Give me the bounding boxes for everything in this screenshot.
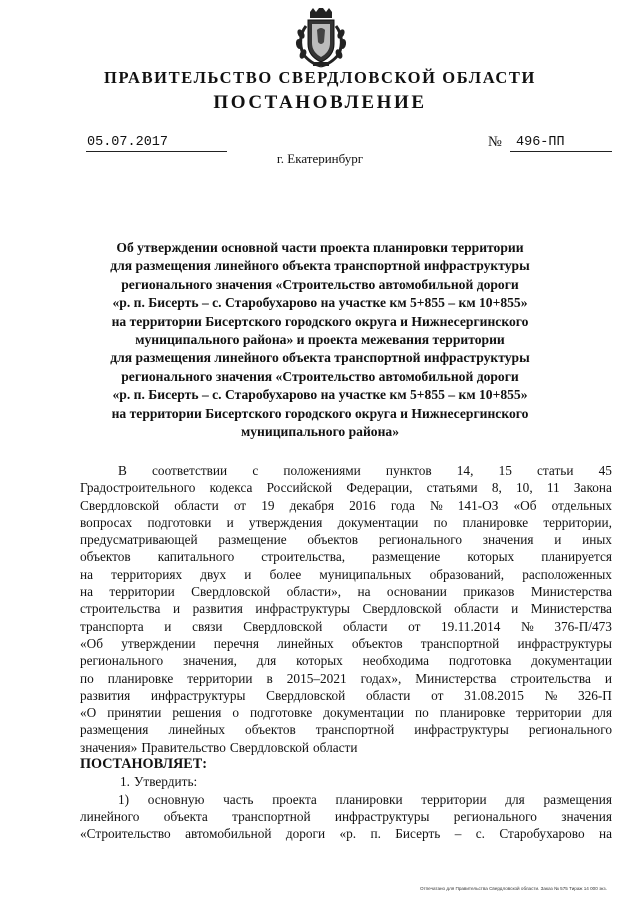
- body-line: линейного объекта транспортной инфраструктуры регионального значения: [80, 808, 612, 824]
- body-line: размещения линейных объектов транспортной инфраструктуры регионального: [80, 722, 612, 738]
- document-date: 05.07.2017: [86, 134, 227, 152]
- resolution-keyword: ПОСТАНОВЛЯЕТ:: [80, 756, 207, 773]
- body-line: регионального значения, для которых необходима подготовка документации: [80, 653, 612, 669]
- document-type: ПОСТАНОВЛЕНИЕ: [213, 92, 427, 113]
- body-line: на территориях двух и более муниципальных образований, расположенных: [80, 566, 612, 582]
- document-heading: [80, 239, 560, 441]
- heading-line: «р. п. Бисерть – с. Старобухарово на участке км 5+855 – км 10+855»: [112, 295, 528, 311]
- body-line: «Строительство автомобильной дороги «р. п. Бисерть – с. Старобухарово на: [80, 826, 612, 842]
- heading-line: муниципального района»: [240, 424, 400, 440]
- heading-line: на территории Бисертского городского округа и Нижнесергинского: [111, 405, 529, 421]
- body-line: «О принятии решения о подготовке документации по планировке территории для: [80, 705, 612, 721]
- body-line: развития инфраструктуры Свердловской области от 31.08.2015 № 326-П: [80, 687, 612, 703]
- body-line: по планировке территории в 2015–2021 годах», Министерства строительства и: [80, 670, 612, 686]
- body-line: Градостроительного кодекса Российской Федерации, статьями 8, 10, 11 Закона: [80, 480, 612, 496]
- heading-line: Об утверждении основной части проекта планировки территории: [116, 240, 524, 255]
- body-line: предусматривающей размещение объектов регионального значения и иных: [80, 532, 612, 548]
- body-line: 1) основную часть проекта планировки территории для размещения: [118, 791, 612, 807]
- body-line: вопросах подготовки и утверждения документации по планировке территории,: [80, 514, 612, 530]
- body-line: 1. Утвердить:: [120, 774, 198, 790]
- document-city: г. Екатеринбург: [276, 151, 364, 166]
- body-line: на территории Свердловской области», на основании приказов Министерства: [80, 584, 612, 600]
- document-body: [80, 462, 612, 843]
- heading-line: регионального значения «Строительство автомобильной дороги: [121, 276, 519, 292]
- heading-line: муниципального района» и проекта межевания территории: [135, 332, 505, 348]
- body-line: транспорта и связи Свердловской области от 19.11.2014 № 376-П/473: [80, 618, 612, 634]
- heading-line: для размещения линейного объекта транспортной инфраструктуры: [110, 350, 530, 366]
- body-line: строительства и развития инфраструктуры Свердловской области и Министерства: [80, 601, 612, 617]
- coat-of-arms-icon: [293, 8, 349, 68]
- body-line: объектов капитального строительства, размещение которых планируется: [80, 549, 612, 565]
- body-line: «Об утверждении перечня линейных объектов транспортной инфраструктуры: [80, 635, 612, 651]
- government-title: ПРАВИТЕЛЬСТВО СВЕРДЛОВСКОЙ ОБЛАСТИ: [104, 68, 536, 87]
- body-line: значения» Правительство Свердловской области: [80, 739, 358, 755]
- heading-line: для размещения линейного объекта транспортной инфраструктуры: [110, 258, 530, 274]
- document-number: 496-ПП: [510, 134, 612, 152]
- body-line: Свердловской области от 19 декабря 2016 года № 141-ОЗ «Об отдельных: [80, 497, 612, 513]
- heading-line: на территории Бисертского городского округа и Нижнесергинского: [111, 313, 529, 329]
- print-note: Отпечатано для Правительства Свердловской области. Заказ № 575 Тираж 14 000 экз.: [420, 886, 607, 891]
- heading-line: «р. п. Бисерть – с. Старобухарово на участке км 5+855 – км 10+855»: [112, 387, 528, 403]
- number-sign: №: [488, 134, 502, 150]
- heading-line: регионального значения «Строительство автомобильной дороги: [121, 368, 519, 384]
- body-line: В соответствии с положениями пунктов 14, 15 статьи 45: [118, 463, 612, 478]
